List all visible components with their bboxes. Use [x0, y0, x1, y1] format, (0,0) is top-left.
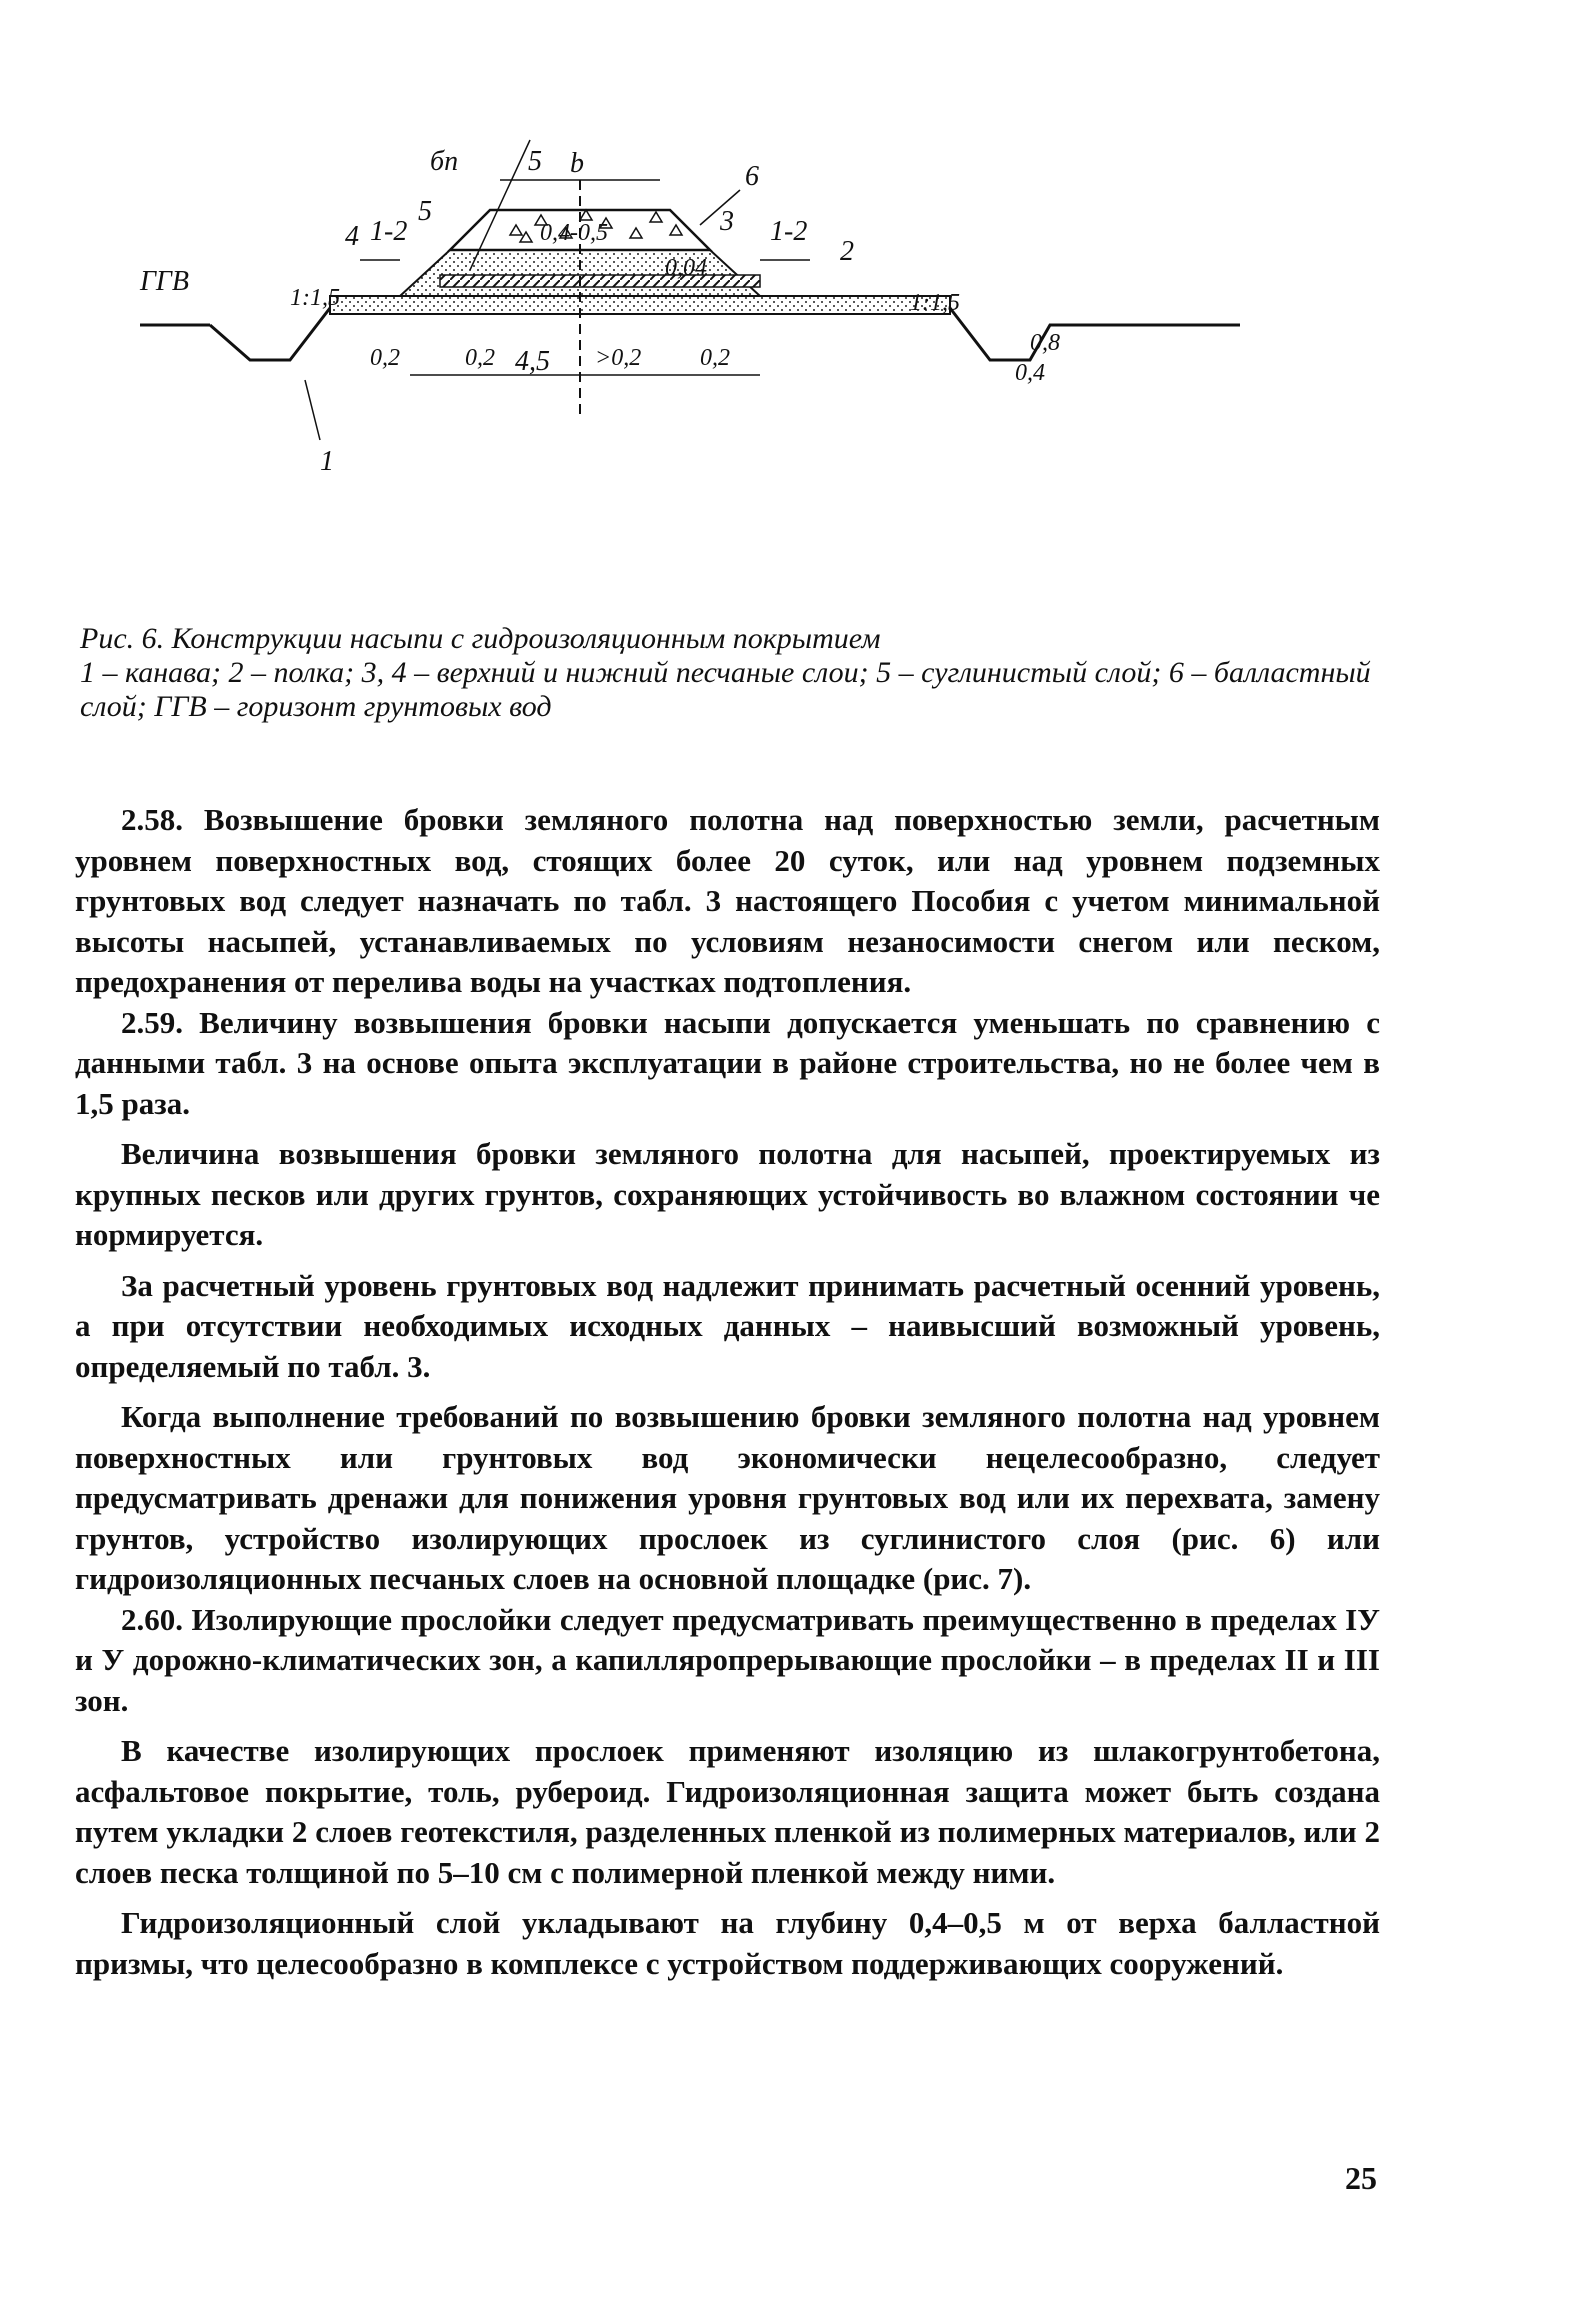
caption-title: Рис. 6. Конструкции насыпи с гидроизоляционным покрытием: [80, 622, 881, 655]
paragraph-drainage: Когда выполнение требований по возвышению бровки земляного полотна над уровнем поверхностных или грунтовых вод экономически нецелесообразно, следует предусматривать дренажи для понижения уровня грунтовых вод или их перехвата, замену грунтов, устройство изолирующих прослоек из суглинистого слоя (рис. 6) или гидроизоляционных песчаных слоев на основной площадке (рис. 7).: [75, 1399, 1380, 1596]
label-b: b: [570, 148, 584, 179]
label-08: 0,8: [1030, 330, 1060, 356]
leader-1: [305, 380, 320, 440]
paragraph-waterproof-depth: Гидроизоляционный слой укладывают на глубину 0,4–0,5 м от верха балластной призмы, что целесообразно в комплексе с устройством поддерживающих сооружений.: [75, 1905, 1380, 1981]
label-02-d: 0,2: [700, 345, 730, 371]
label-bp: бп: [430, 146, 459, 177]
label-12-left: 1-2: [370, 216, 408, 247]
figure-caption: [80, 622, 1380, 724]
label-04-05: 0,4-0,5: [540, 220, 608, 246]
paragraph-2-58: 2.58. Возвышение бровки земляного полотна над поверхностью земли, расчетным уровнем поверхностных вод, стоящих более 20 суток, или над уровнем подземных грунтовых вод следует назначать по табл. 3 настоящего Пособия с учетом минимальной высоты насыпей, устанавливаемых по условиям незаносимости снегом или песком, предохранения от перелива воды на участках подтопления.: [75, 802, 1380, 999]
paragraph-2-60: 2.60. Изолирующие прослойки следует предусматривать преимущественно в пределах IУ и У дорожно-климатических зон, а капилляропрерывающие прослойки – в пределах II и III зон.: [75, 1601, 1380, 1718]
label-02-b: 0,2: [465, 345, 495, 371]
paragraph-insulation-materials: В качестве изолирующих прослоек применяют изоляцию из шлакогрунтобетона, асфальтовое покрытие, толь, рубероид. Гидроизоляционная защита может быть создана путем укладки 2 слоев геотекстиля, разделенных пленкой из полимерных материалов, или 2 слоев песка толщиной по 5–10 см с полимерной пленкой между ними.: [75, 1733, 1380, 1890]
label-ggv: ГГВ: [140, 266, 189, 297]
paragraph-2-59: 2.59. Величину возвышения бровки насыпи допускается уменьшать по сравнению с данными табл. 3 на основе опыта эксплуатации в районе строительства, но не более чем в 1,5 раза.: [75, 1004, 1380, 1121]
caption-legend: 1 – канава; 2 – полка; 3, 4 – верхний и нижний песчаные слои; 5 – суглинистый слой; 6 – балластный слой; ГГВ – горизонт грунтовых вод: [80, 656, 1371, 723]
left-ditch: [210, 308, 330, 360]
label-02-c: >0,2: [595, 345, 642, 371]
label-2: 2: [840, 236, 854, 267]
body-text: [75, 800, 1380, 1994]
label-5-left: 5: [418, 196, 432, 227]
label-slope-left: 1:1,5: [290, 285, 340, 311]
label-4: 4: [345, 221, 359, 252]
label-5-top: 5: [528, 146, 542, 177]
lower-sand-layer: [330, 296, 950, 314]
embankment-diagram: [140, 146, 1340, 600]
label-6: 6: [745, 161, 759, 192]
figure-embankment-cross-section: [140, 146, 1340, 600]
label-02-a: 0,2: [370, 345, 400, 371]
label-004: 0,04: [665, 255, 707, 281]
paragraph-groundwater-level: За расчетный уровень грунтовых вод надлежит принимать расчетный осенний уровень, а при отсутствии необходимых исходных данных – наивысший возможный уровень, определяемый по табл. 3.: [75, 1267, 1380, 1384]
insulating-layer: [440, 275, 760, 287]
label-3: 3: [720, 206, 734, 237]
label-slope-right: 1:1,5: [910, 290, 960, 316]
label-04: 0,4: [1015, 360, 1045, 386]
label-45: 4,5: [515, 346, 550, 377]
label-12-right: 1-2: [770, 216, 808, 247]
label-1: 1: [320, 446, 334, 477]
page-number: 25: [1345, 2160, 1377, 2196]
paragraph-coarse-sands: Величина возвышения бровки земляного полотна для насыпей, проектируемых из крупных песков или других грунтов, сохраняющих устойчивость во влажном состоянии че нормируется.: [75, 1136, 1380, 1252]
right-ditch: [950, 308, 1240, 360]
